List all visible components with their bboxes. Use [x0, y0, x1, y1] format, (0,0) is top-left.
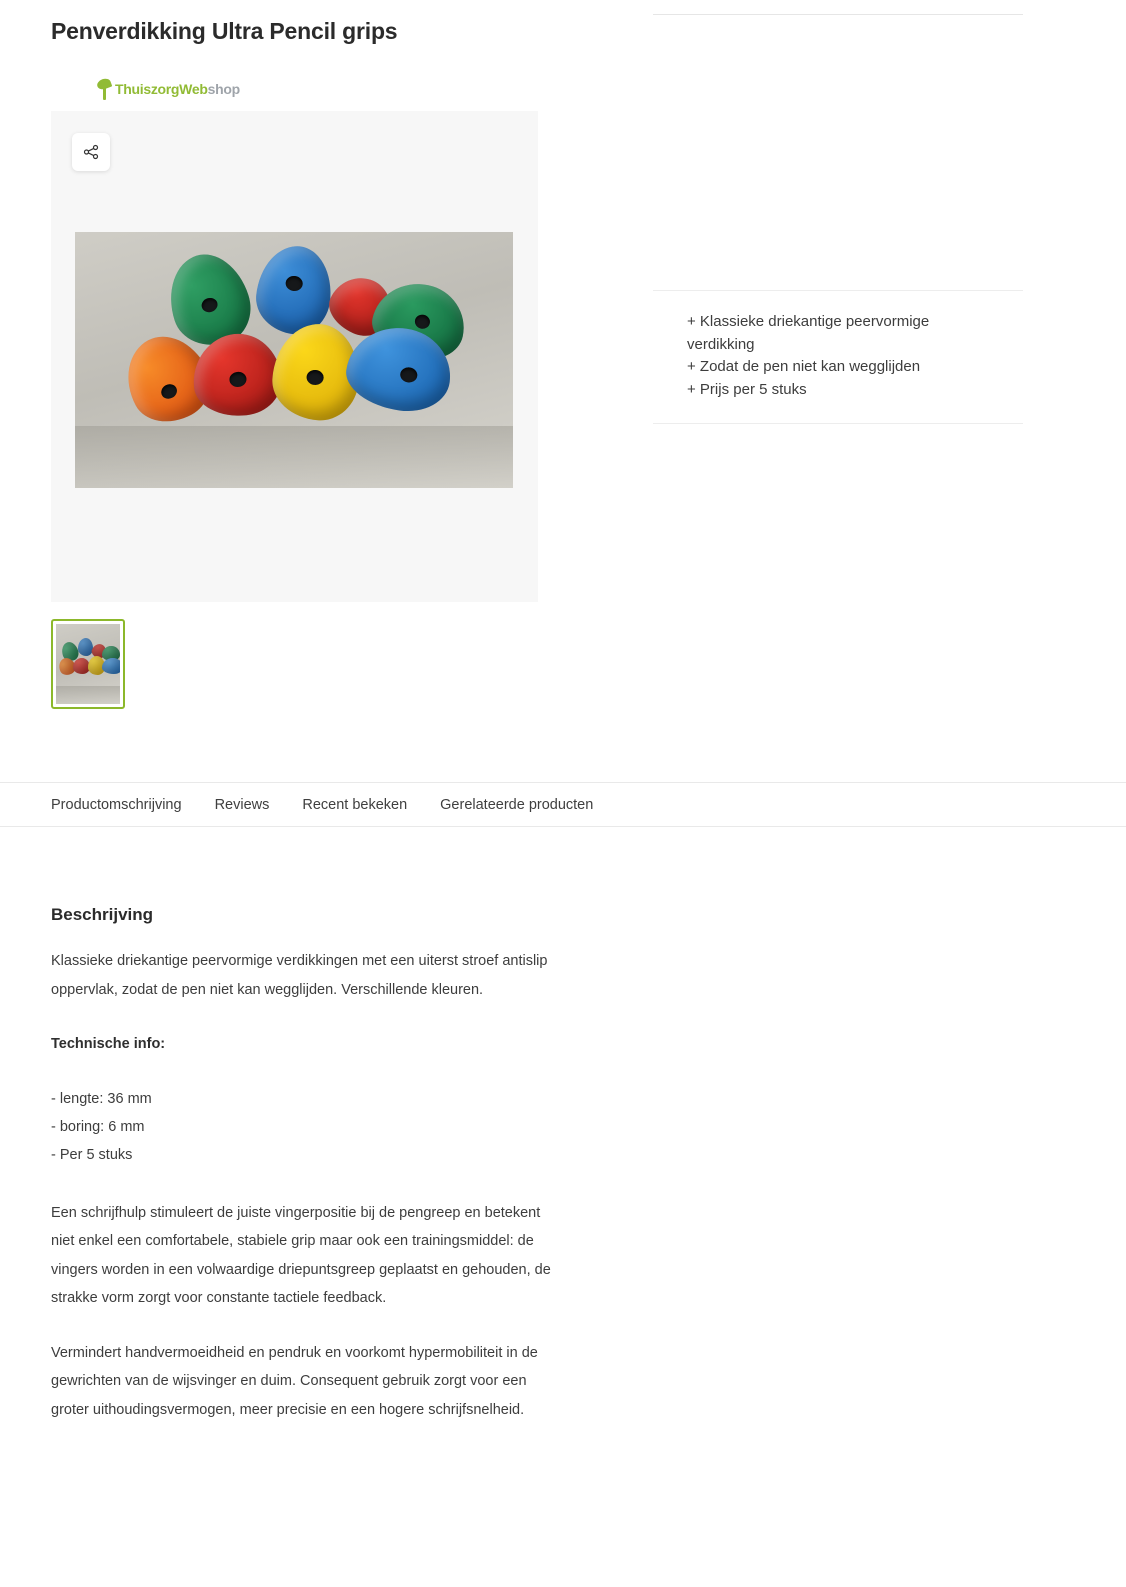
grip-hole	[414, 313, 432, 330]
description-heading: Beschrijving	[51, 905, 154, 924]
thumb-grip	[78, 638, 93, 656]
product-main-image[interactable]	[75, 232, 513, 488]
thumbnail-1[interactable]	[51, 619, 125, 709]
grip-hole	[229, 371, 247, 388]
grip-hole	[159, 382, 180, 402]
share-icon	[83, 144, 99, 160]
site-logo[interactable]	[95, 74, 255, 104]
highlight-line-2: + Zodat de pen niet kan wegglijden	[687, 358, 921, 375]
tab-reviews[interactable]: Reviews	[214, 796, 270, 813]
grip-blue-back	[253, 242, 336, 337]
thumb-floor-shadow	[56, 686, 120, 704]
grip-hole	[306, 369, 324, 385]
logo-text-main: ThuiszorgWeb	[115, 81, 208, 97]
grip-hole	[200, 296, 220, 314]
spec-list	[51, 1085, 551, 1169]
spec-length: - lengte: 36 mm	[51, 1090, 152, 1107]
spec-quantity: - Per 5 stuks	[51, 1146, 133, 1163]
description-paragraph-2: Een schrijfhulp stimuleert de juiste vingerpositie bij de pengreep en betekent niet enkel een comfortabele, stabiele grip maar ook een trainingsmiddel: de vingers worden in een volwaardige driepuntsgreep geplaatst en gehouden, de strakke vorm zorgt voor constante tactiele feedback.	[51, 1204, 551, 1306]
product-highlights	[653, 290, 1023, 424]
grip-hole	[285, 275, 303, 292]
description-section	[51, 905, 551, 1450]
highlight-line-1: + Klassieke driekantige peervormige verdikking	[687, 313, 930, 353]
info-divider	[653, 14, 1023, 15]
image-floor-shadow	[75, 426, 513, 488]
tab-productomschrijving[interactable]: Productomschrijving	[51, 796, 182, 813]
thumbnail-image	[56, 624, 120, 704]
highlight-line-3: + Prijs per 5 stuks	[687, 380, 807, 398]
spec-bore: - boring: 6 mm	[51, 1118, 145, 1135]
tab-recent-bekeken[interactable]: Recent bekeken	[302, 796, 408, 813]
description-paragraph-1: Klassieke driekantige peervormige verdikkingen met een uiterst stroef antislip oppervlak, zodat de pen niet kan wegglijden. Verschillende kleuren.	[51, 953, 548, 998]
page-title: Penverdikking Ultra Pencil grips	[51, 18, 398, 44]
share-button[interactable]	[72, 133, 110, 171]
description-paragraph-3: Vermindert handvermoeidheid en pendruk en voorkomt hypermobiliteit in de gewrichten van de wijsvinger en duim. Consequent gebruik zorgt voor een groter uithoudingsvermogen, meer precisie en een hogere schrijfsnelheid.	[51, 1344, 538, 1418]
leaf-logo-icon	[95, 77, 115, 101]
product-tabs	[0, 782, 1126, 827]
tab-gerelateerde-producten[interactable]: Gerelateerde producten	[440, 796, 594, 813]
logo-text-grey: shop	[207, 81, 240, 97]
technical-info-label: Technische info:	[51, 1036, 166, 1052]
grip-hole	[399, 366, 418, 383]
thumb-grip	[102, 658, 120, 674]
logo-text	[115, 81, 240, 97]
product-gallery	[51, 111, 538, 602]
